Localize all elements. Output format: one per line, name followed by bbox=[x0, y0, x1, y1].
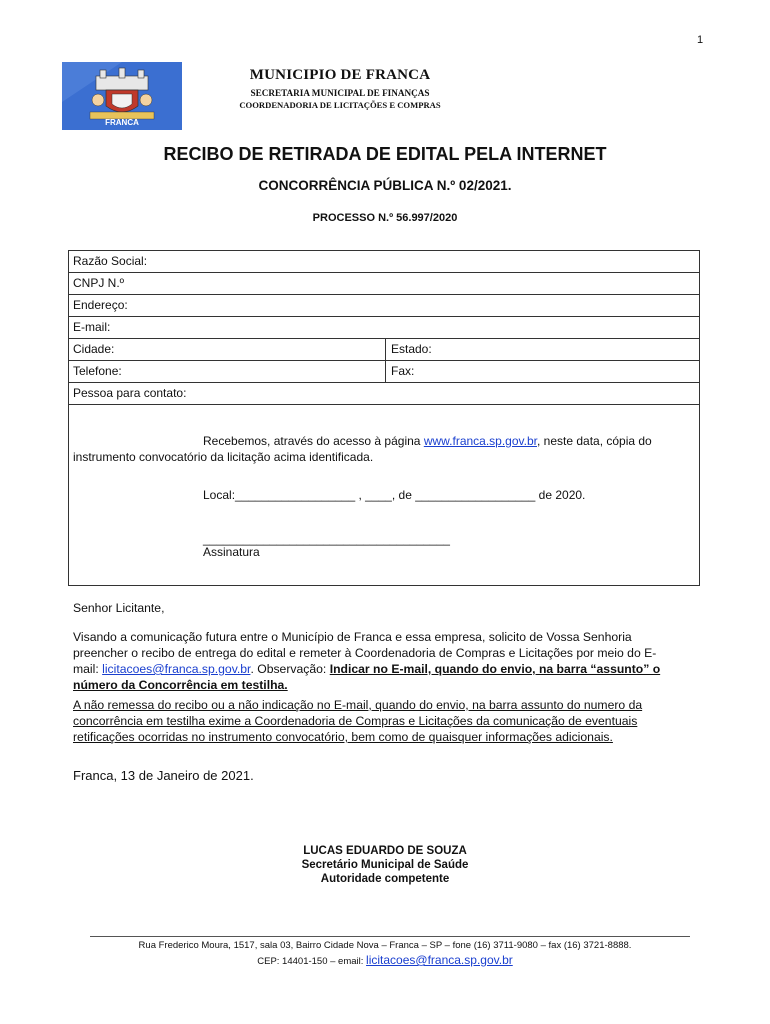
signer-authority: Autoridade competente bbox=[320, 873, 450, 885]
receipt-statement-line1 bbox=[203, 433, 699, 449]
footer-email-link[interactable]: licitacoes@franca.sp.gov.br bbox=[366, 953, 513, 967]
telefone-label: Telefone: bbox=[73, 364, 122, 378]
signer-role: Secretário Municipal de Saúde bbox=[301, 859, 469, 871]
contato-label: Pessoa para contato: bbox=[73, 386, 187, 400]
estado-label: Estado: bbox=[391, 342, 432, 356]
paragraph-line: A não remessa do recibo ou a não indicação no E-mail, quando do envio, na barra assunto do numero da bbox=[73, 698, 643, 712]
column-divider bbox=[385, 361, 386, 382]
franca-coat-of-arms-logo bbox=[62, 62, 182, 130]
receipt-statement-tail: , neste data, cópia do bbox=[536, 434, 652, 448]
paragraph-line: concorrência em testilha exime a Coordenadoria de Compras e Licitações da comunicação de eventuais bbox=[73, 714, 638, 728]
site-link[interactable]: www.franca.sp.gov.br bbox=[423, 434, 537, 448]
cidade-label: Cidade: bbox=[73, 342, 115, 356]
paragraph-text: mail: bbox=[73, 662, 103, 676]
paragraph-line bbox=[73, 661, 706, 677]
form-row-telefone-fax bbox=[69, 361, 699, 383]
observation-bold-line2: número da Concorrência em testilha. bbox=[73, 678, 288, 692]
receipt-form bbox=[68, 250, 700, 586]
email-label: E-mail: bbox=[73, 320, 111, 334]
paragraph-line: Visando a comunicação futura entre o Município de Franca e essa empresa, solicito de Vossa Senhoria bbox=[73, 630, 632, 644]
process-number: PROCESSO N.º 56.997/2020 bbox=[312, 212, 458, 224]
razao-social-label: Razão Social: bbox=[73, 254, 148, 268]
paragraph-text: retificações ocorridas no instrumento convocatório, bem como de quaisquer informações adicionais bbox=[73, 730, 610, 744]
footer-contact bbox=[0, 953, 770, 967]
signature-label: Assinatura bbox=[203, 545, 260, 559]
paragraph-end: . bbox=[609, 730, 613, 744]
form-row-cidade-estado bbox=[69, 339, 699, 361]
column-divider bbox=[385, 339, 386, 360]
signature-line: _____________________________________ bbox=[203, 532, 450, 546]
municipality-title: MUNICIPIO DE FRANCA bbox=[249, 67, 431, 83]
paragraph-line: preencher o recibo de entrega do edital e remeter à Coordenadoria de Compras e Licitações por meio do E- bbox=[73, 646, 657, 660]
salutation: Senhor Licitante, bbox=[73, 601, 165, 615]
coordenadoria-subtitle: COORDENADORIA DE LICITAÇÕES E COMPRAS bbox=[239, 100, 441, 110]
form-row-contato bbox=[69, 383, 699, 405]
footer-cep: CEP: 14401-150 – email: bbox=[257, 956, 367, 967]
logo-caption: FRANCA bbox=[105, 118, 139, 127]
footer-divider bbox=[90, 936, 690, 937]
paragraph-warning bbox=[73, 697, 706, 745]
document-subtitle: CONCORRÊNCIA PÚBLICA N.º 02/2021. bbox=[258, 178, 512, 193]
document-title: RECIBO DE RETIRADA DE EDITAL PELA INTERNET bbox=[163, 144, 607, 164]
secretaria-subtitle: SECRETARIA MUNICIPAL DE FINANÇAS bbox=[250, 88, 430, 98]
receipt-statement-text: Recebemos, através do acesso à página bbox=[203, 434, 424, 448]
date-line: Franca, 13 de Janeiro de 2021. bbox=[73, 768, 254, 783]
signer-name: LUCAS EDUARDO DE SOUZA bbox=[303, 845, 467, 857]
paragraph-line bbox=[73, 729, 706, 745]
form-row-endereco bbox=[69, 295, 699, 317]
local-date-line: Local:__________________ , ____, de __________________ de 2020. bbox=[203, 488, 586, 502]
receipt-statement-line2: instrumento convocatório da licitação acima identificada. bbox=[73, 450, 374, 464]
observation-bold: Indicar no E-mail, quando do envio, na barra “assunto” o bbox=[329, 662, 661, 676]
email-link[interactable]: licitacoes@franca.sp.gov.br bbox=[102, 662, 251, 676]
endereco-label: Endereço: bbox=[73, 298, 128, 312]
paragraph-text: . Observação: bbox=[250, 662, 330, 676]
form-row-cnpj bbox=[69, 273, 699, 295]
cnpj-label: CNPJ N.º bbox=[73, 276, 125, 290]
form-row-email bbox=[69, 317, 699, 339]
paragraph-instructions bbox=[73, 629, 706, 693]
signature-block bbox=[0, 844, 770, 886]
fax-label: Fax: bbox=[391, 364, 415, 378]
footer-address: Rua Frederico Moura, 1517, sala 03, Bairro Cidade Nova – Franca – SP – fone (16) 3711-9080 – fax (16) 3721-8888. bbox=[138, 940, 632, 951]
page-number: 1 bbox=[697, 34, 704, 46]
form-row-razao bbox=[69, 251, 699, 273]
